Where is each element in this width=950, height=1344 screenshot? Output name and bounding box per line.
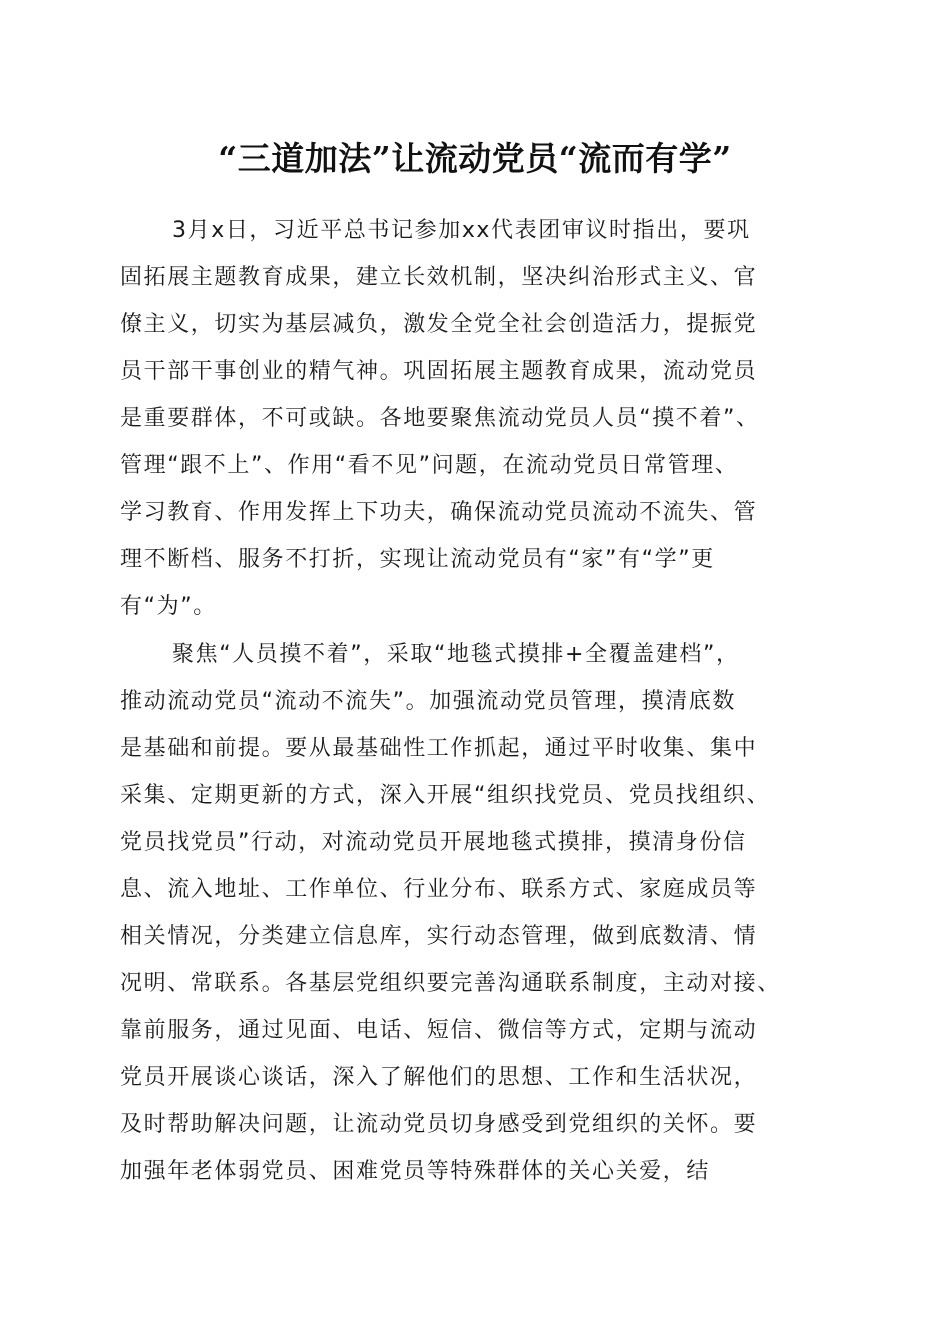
paragraph-line: 有“为”。 — [120, 594, 217, 619]
paragraph-line: 是重要群体，不可或缺。各地要聚焦流动党员人员“摸不着”、 — [120, 406, 760, 431]
paragraph-line: 党员开展谈心谈话，深入了解他们的思想、工作和生活状况， — [120, 1065, 758, 1090]
paragraph-line: 管理“跟不上”、作用“看不见”问题，在流动党员日常管理、 — [120, 453, 739, 478]
paragraph-line: 况明、常联系。各基层党组织要完善沟通联系制度，主动对接、 — [120, 971, 781, 996]
paragraph-line: 是基础和前提。要从最基础性工作抓起，通过平时收集、集中 — [120, 736, 758, 761]
paragraph-line: 僚主义，切实为基层减负，激发全党全社会创造活力，提振党 — [120, 312, 758, 337]
paragraph-line: 靠前服务，通过见面、电话、短信、微信等方式，定期与流动 — [120, 1018, 758, 1043]
paragraph-2 — [120, 631, 842, 1195]
paragraph-line: 息、流入地址、工作单位、行业分布、联系方式、家庭成员等 — [120, 877, 758, 902]
paragraph-line: 3月x日，习近平总书记参加xx代表团审议时指出，要巩 — [172, 218, 751, 243]
paragraph-line: 学习教育、作用发挥上下功夫，确保流动党员流动不流失、管 — [120, 500, 758, 525]
paragraph-line: 党员找党员”行动，对流动党员开展地毯式摸排，摸清身份信 — [120, 830, 747, 855]
paragraph-line: 及时帮助解决问题，让流动党员切身感受到党组织的关怀。要 — [120, 1112, 758, 1137]
paragraph-line: 固拓展主题教育成果，建立长效机制，坚决纠治形式主义、官 — [120, 265, 758, 290]
paragraph-line: 理不断档、服务不打折，实现让流动党员有“家”有“学”更 — [120, 547, 715, 572]
paragraph-line: 员干部干事创业的精气神。巩固拓展主题教育成果，流动党员 — [120, 359, 758, 384]
paragraph-line: 加强年老体弱党员、困难党员等特殊群体的关心关爱，结 — [120, 1159, 711, 1184]
document-title: “三道加法”让流动党员“流而有学” — [218, 139, 732, 178]
paragraph-line: 聚焦“人员摸不着”，采取“地毯式摸排+全覆盖建档”， — [172, 642, 740, 667]
paragraph-line: 推动流动党员“流动不流失”。加强流动党员管理，摸清底数 — [120, 689, 736, 714]
paragraph-line: 相关情况，分类建立信息库，实行动态管理，做到底数清、情 — [120, 924, 758, 949]
paragraph-line: 采集、定期更新的方式，深入开展“组织找党员、党员找组织、 — [120, 783, 771, 808]
paragraph-1 — [120, 207, 842, 630]
